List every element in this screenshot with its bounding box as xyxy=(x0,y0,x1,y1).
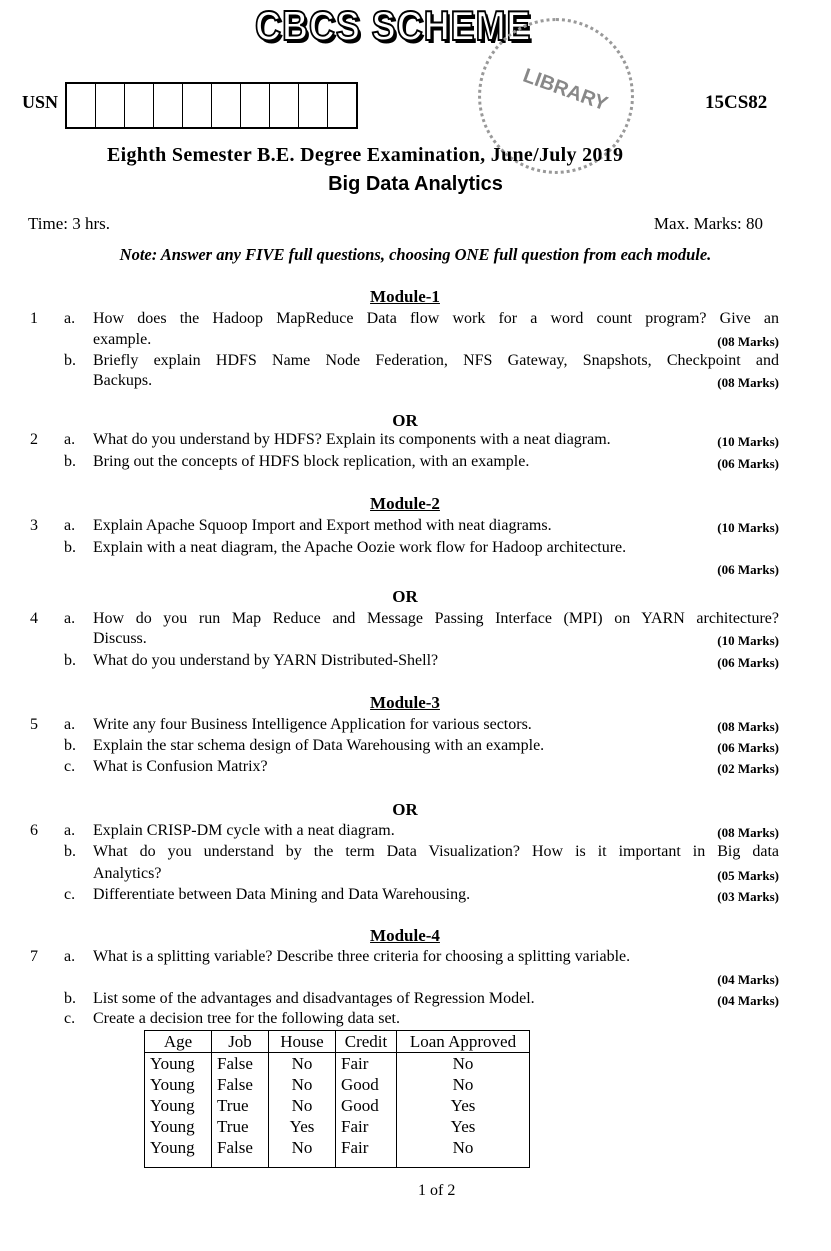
question-text: What is a splitting variable? Describe three criteria for choosing a splitting variable. xyxy=(93,948,631,965)
table-cell: Fair xyxy=(336,1116,397,1137)
question-text: Backups. xyxy=(93,372,153,389)
question-text: What is Confusion Matrix? xyxy=(93,758,268,775)
column-header: Credit xyxy=(336,1031,397,1053)
marks: (08 Marks) xyxy=(717,375,779,390)
module-heading: Module-2 xyxy=(370,494,440,513)
marks: (06 Marks) xyxy=(717,740,779,755)
loan-data-table xyxy=(144,1030,530,1168)
table-cell: No xyxy=(269,1095,336,1116)
question-text: Explain with a neat diagram, the Apache Oozie work flow for Hadoop architecture. xyxy=(93,539,627,556)
question-text: What do you understand by YARN Distributed-Shell? xyxy=(93,652,439,669)
marks: (04 Marks) xyxy=(717,972,779,987)
part-letter: b. xyxy=(64,652,76,669)
marks: (05 Marks) xyxy=(717,868,779,883)
question-text: Differentiate between Data Mining and Data Warehousing. xyxy=(93,886,471,903)
table-cell: No xyxy=(269,1053,336,1075)
table-cell: No xyxy=(269,1074,336,1095)
or-separator: OR xyxy=(392,587,418,606)
part-letter: c. xyxy=(64,758,76,775)
table-cell: True xyxy=(212,1095,269,1116)
part-letter: a. xyxy=(64,716,76,733)
table-cell: No xyxy=(397,1137,530,1168)
marks: (10 Marks) xyxy=(717,434,779,449)
table-cell: No xyxy=(269,1137,336,1168)
table-cell: No xyxy=(397,1074,530,1095)
table-header-row xyxy=(145,1031,530,1053)
table-cell: Good xyxy=(336,1095,397,1116)
table-cell: False xyxy=(212,1137,269,1168)
question-number: 5 xyxy=(30,716,38,733)
stamp-text: LIBRARY xyxy=(520,64,611,116)
exam-title: Eighth Semester B.E. Degree Examination, June/July 2019 xyxy=(107,144,624,166)
usn-boxes[interactable] xyxy=(65,82,358,129)
table-cell: No xyxy=(397,1053,530,1075)
marks: (06 Marks) xyxy=(717,655,779,670)
question-text: Bring out the concepts of HDFS block replication, with an example. xyxy=(93,453,530,470)
marks: (06 Marks) xyxy=(717,562,779,577)
table-cell: Good xyxy=(336,1074,397,1095)
question-text: example. xyxy=(93,331,152,348)
question-text: What do you understand by the term Data Visualization? How is it important in Big data xyxy=(93,843,779,860)
part-letter: c. xyxy=(64,1010,76,1027)
marks: (06 Marks) xyxy=(717,456,779,471)
marks: (10 Marks) xyxy=(717,633,779,648)
question-number: 2 xyxy=(30,431,38,448)
question-text: Briefly explain HDFS Name Node Federation, NFS Gateway, Snapshots, Checkpoint and xyxy=(93,352,779,369)
subject-title: Big Data Analytics xyxy=(328,173,503,195)
part-letter: a. xyxy=(64,610,76,627)
usn-label: USN xyxy=(22,92,59,112)
table-cell: Fair xyxy=(336,1053,397,1075)
part-letter: b. xyxy=(64,539,76,556)
module-heading: Module-4 xyxy=(370,926,440,945)
part-letter: a. xyxy=(64,948,76,965)
part-letter: a. xyxy=(64,431,76,448)
question-text: Discuss. xyxy=(93,630,147,647)
part-letter: b. xyxy=(64,453,76,470)
module-heading: Module-3 xyxy=(370,693,440,712)
scheme-logo: CBCS SCHEME xyxy=(255,2,532,49)
question-text: Explain Apache Squoop Import and Export method with neat diagrams. xyxy=(93,517,552,534)
table-cell: Yes xyxy=(269,1116,336,1137)
question-number: 6 xyxy=(30,822,38,839)
module-heading: Module-1 xyxy=(370,287,440,306)
part-letter: b. xyxy=(64,990,76,1007)
question-text: Create a decision tree for the following data set. xyxy=(93,1010,400,1027)
marks: (03 Marks) xyxy=(717,889,779,904)
part-letter: b. xyxy=(64,843,76,860)
part-letter: c. xyxy=(64,886,76,903)
marks: (08 Marks) xyxy=(717,825,779,840)
column-header: Job xyxy=(212,1031,269,1053)
instructions-note: Note: Answer any FIVE full questions, choosing ONE full question from each module. xyxy=(119,245,712,264)
question-number: 3 xyxy=(30,517,38,534)
part-letter: a. xyxy=(64,517,76,534)
marks: (08 Marks) xyxy=(717,719,779,734)
question-text: Explain CRISP-DM cycle with a neat diagram. xyxy=(93,822,395,839)
table-cell: False xyxy=(212,1053,269,1075)
marks: (10 Marks) xyxy=(717,520,779,535)
question-text: Explain the star schema design of Data Warehousing with an example. xyxy=(93,737,545,754)
question-text: Write any four Business Intelligence Application for various sectors. xyxy=(93,716,532,733)
question-number: 7 xyxy=(30,948,38,965)
part-letter: b. xyxy=(64,737,76,754)
course-code: 15CS82 xyxy=(705,92,768,113)
page-number: 1 of 2 xyxy=(418,1182,456,1199)
table-cell: Fair xyxy=(336,1137,397,1168)
table-row xyxy=(145,1074,530,1095)
question-text: How does the Hadoop MapReduce Data flow work for a word count program? Give an xyxy=(93,310,779,327)
or-separator: OR xyxy=(392,800,418,819)
table-row xyxy=(145,1137,530,1168)
column-header: House xyxy=(269,1031,336,1053)
question-text: What do you understand by HDFS? Explain its components with a neat diagram. xyxy=(93,431,611,448)
time-allowed: Time: 3 hrs. xyxy=(28,214,111,233)
part-letter: a. xyxy=(64,310,76,327)
table-cell: Young xyxy=(145,1116,212,1137)
or-separator: OR xyxy=(392,411,418,430)
column-header: Loan Approved xyxy=(397,1031,530,1053)
table-cell: True xyxy=(212,1116,269,1137)
table-cell: Yes xyxy=(397,1095,530,1116)
table-row xyxy=(145,1095,530,1116)
table-cell: Young xyxy=(145,1053,212,1075)
question-text: How do you run Map Reduce and Message Passing Interface (MPI) on YARN architecture? xyxy=(93,610,779,627)
part-letter: b. xyxy=(64,352,76,369)
part-letter: a. xyxy=(64,822,76,839)
marks: (08 Marks) xyxy=(717,334,779,349)
question-number: 4 xyxy=(30,610,38,627)
table-cell: False xyxy=(212,1074,269,1095)
marks: (04 Marks) xyxy=(717,993,779,1008)
question-text: List some of the advantages and disadvantages of Regression Model. xyxy=(93,990,535,1007)
table-cell: Yes xyxy=(397,1116,530,1137)
marks: (02 Marks) xyxy=(717,761,779,776)
table-cell: Young xyxy=(145,1074,212,1095)
question-text: Analytics? xyxy=(93,865,162,882)
table-cell: Young xyxy=(145,1095,212,1116)
max-marks: Max. Marks: 80 xyxy=(653,214,763,233)
table-row xyxy=(145,1116,530,1137)
table-row xyxy=(145,1053,530,1075)
column-header: Age xyxy=(145,1031,212,1053)
table-cell: Young xyxy=(145,1137,212,1168)
question-number: 1 xyxy=(30,310,38,327)
